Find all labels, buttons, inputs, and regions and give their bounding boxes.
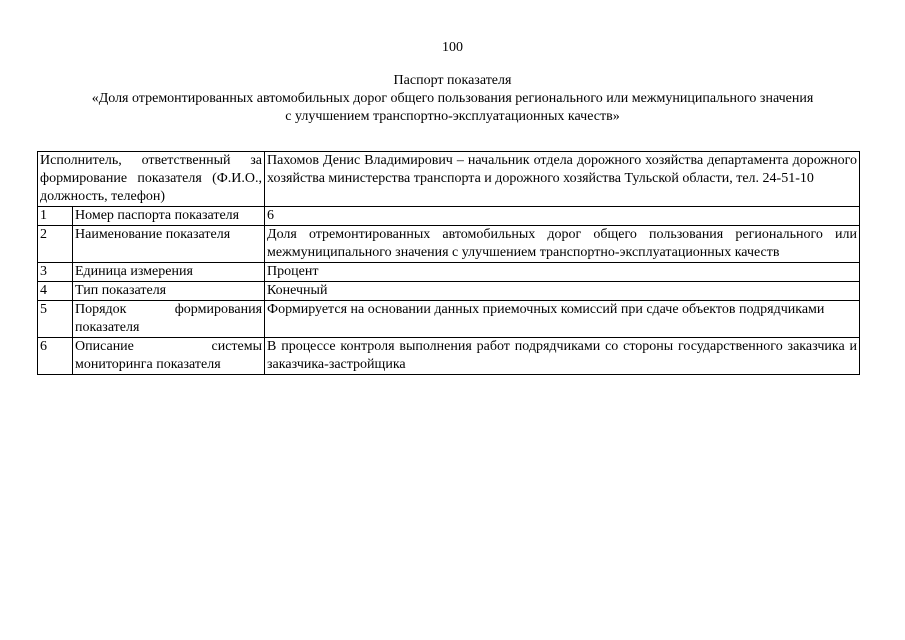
row-name: Порядок формирования показателя: [73, 301, 265, 338]
table-row-executor: [38, 152, 860, 207]
page-number: 100: [442, 40, 463, 55]
table-row: [38, 226, 860, 263]
row-name: Описание системы мониторинга показателя: [73, 338, 265, 375]
row-name: Номер паспорта показателя: [73, 207, 265, 226]
row-value: Конечный: [265, 282, 860, 301]
indicator-passport-table: [37, 151, 860, 375]
row-value: Доля отремонтированных автомобильных дорог общего пользования регионального или межмуниципального значения с улучшением транспортно-эксплуатационных качеств: [265, 226, 860, 263]
table-row: [38, 282, 860, 301]
title-line-2: «Доля отремонтированных автомобильных дорог общего пользования регионального или межмуниципального значения: [91, 91, 814, 106]
row-name: Тип показателя: [73, 282, 265, 301]
table-row: [38, 338, 860, 375]
row-value: В процессе контроля выполнения работ подрядчиками со стороны государственного заказчика и заказчика-застройщика: [265, 338, 860, 375]
row-number: 6: [38, 338, 73, 375]
row-number: 3: [38, 263, 73, 282]
row-number: 5: [38, 301, 73, 338]
row-value: Процент: [265, 263, 860, 282]
executor-value: Пахомов Денис Владимирович – начальник отдела дорожного хозяйства департамента дорожного хозяйства министерства транспорта и дорожного хозяйства Тульской области, тел. 24-51-10: [265, 152, 860, 207]
title-line-1: Паспорт показателя: [393, 73, 512, 88]
row-number: 2: [38, 226, 73, 263]
table-row: [38, 301, 860, 338]
executor-label: Исполнитель, ответственный за формирование показателя (Ф.И.О., должность, телефон): [38, 152, 265, 207]
title-line-3: с улучшением транспортно-эксплуатационных качеств»: [285, 109, 620, 124]
table-row: [38, 263, 860, 282]
table-row: [38, 207, 860, 226]
row-name: Единица измерения: [73, 263, 265, 282]
row-value: 6: [265, 207, 860, 226]
row-number: 4: [38, 282, 73, 301]
row-name: Наименование показателя: [73, 226, 265, 263]
row-number: 1: [38, 207, 73, 226]
document-title: [40, 72, 865, 126]
row-value: Формируется на основании данных приемочных комиссий при сдаче объектов подрядчиками: [265, 301, 860, 338]
